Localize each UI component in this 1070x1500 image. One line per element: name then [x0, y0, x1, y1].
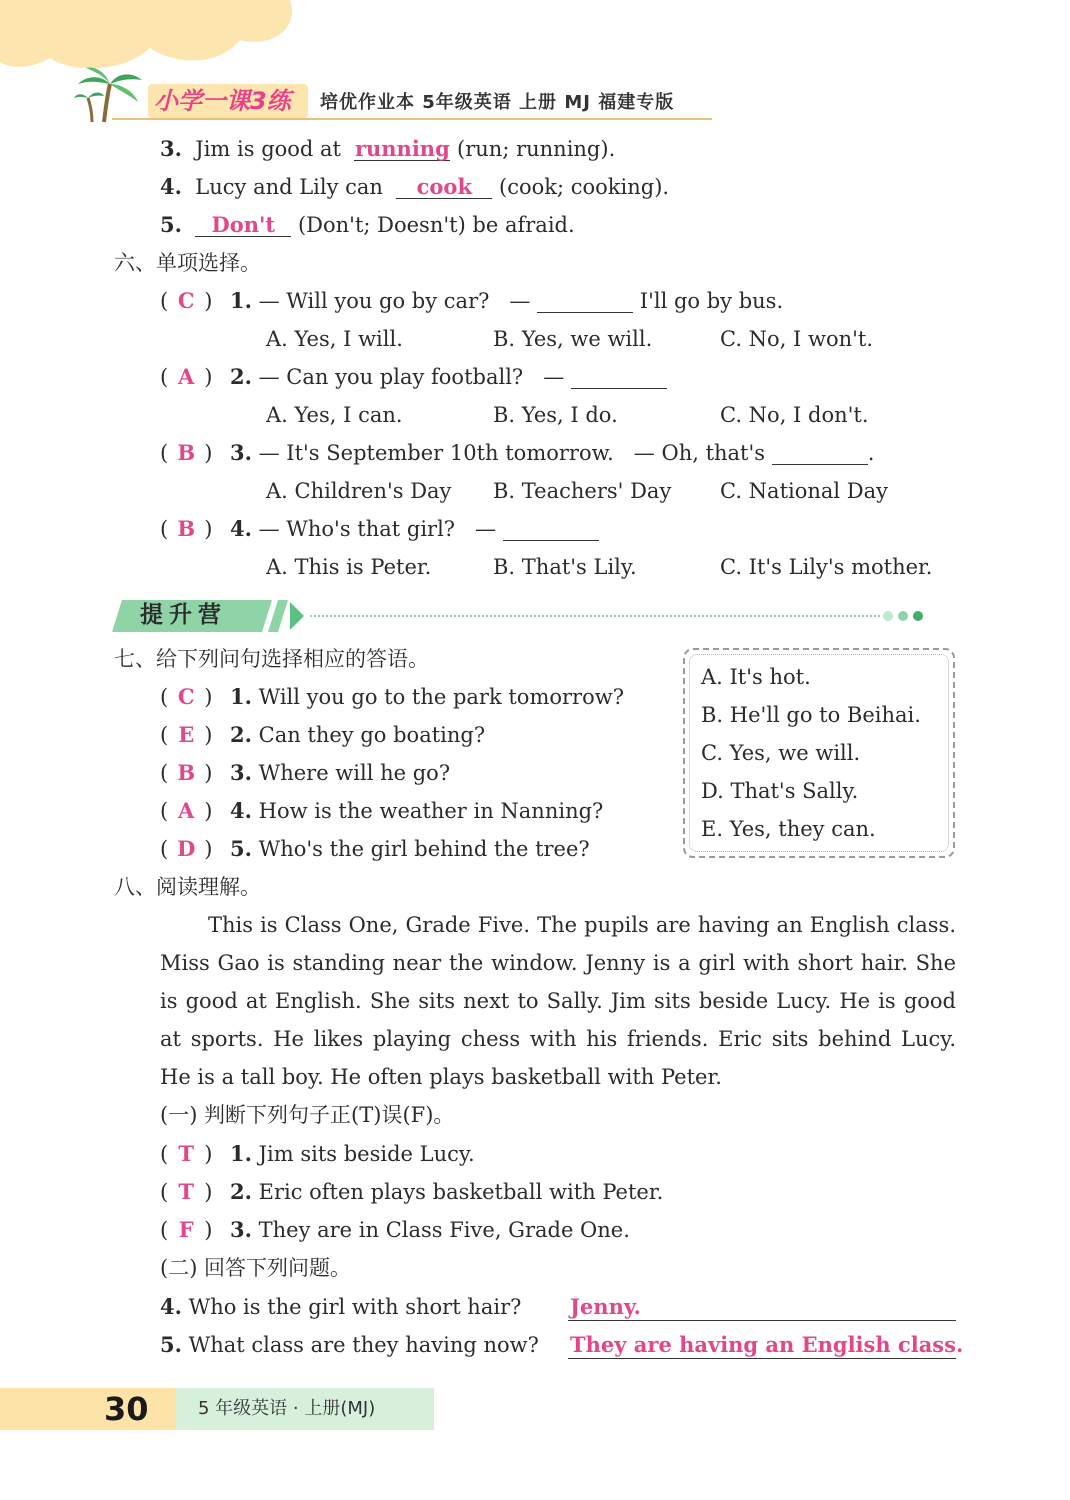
fill-item-4: 4. Lucy and Lily can cook (cook; cooking).	[160, 174, 670, 199]
banner-dotted-line	[310, 615, 880, 617]
s7-choice-c: C. Yes, we will.	[701, 741, 861, 765]
s6-options-4: A. This is Peter. B. That's Lily. C. It's Lily's mother.	[266, 555, 933, 579]
s7-question-1: ( C ) 1. Will you go to the park tomorrow?	[160, 684, 624, 709]
section-7-title: 七、给下列问句选择相应的答语。	[114, 647, 429, 671]
part-1-title: (一) 判断下列句子正(T)误(F)。	[160, 1103, 455, 1127]
tf-item-2: ( T ) 2. Eric often plays basketball with Peter.	[160, 1179, 664, 1204]
header-cloud-decoration	[0, 0, 300, 80]
reading-passage: This is Class One, Grade Five. The pupils are having an English class. Miss Gao is standing near the window. Jenny is a girl with short hair. She is good at English. She sits next to Sally. Jim sits beside Lucy. He is good at sports. He likes playing chess with his friends. Eric sits behind Lucy. He is a tall boy. He often plays basketball with Peter.	[160, 913, 956, 1089]
header-subtitle: 培优作业本 5年级英语 上册 MJ 福建专版	[320, 92, 675, 113]
s6-question-1: ( C ) 1. — Will you go by car? — I'll go by bus.	[160, 288, 784, 313]
s6-options-2: A. Yes, I can. B. Yes, I do. C. No, I don't.	[266, 403, 869, 427]
s7-question-4: ( A ) 4. How is the weather in Nanning?	[160, 798, 604, 823]
s6-question-2: ( A ) 2. — Can you play football? —	[160, 362, 667, 392]
qa-question-4: 4. Who is the girl with short hair?	[160, 1294, 522, 1319]
answer-fill-4: cook	[416, 174, 472, 199]
palm-tree-icon	[74, 66, 148, 124]
qa-question-5: 5. What class are they having now?	[160, 1332, 539, 1357]
qa-answer-4: Jenny.	[570, 1294, 641, 1319]
s7-choice-e: E. Yes, they can.	[701, 817, 876, 841]
footer-label: 5 年级英语 · 上册(MJ)	[198, 1398, 376, 1419]
s6-options-3: A. Children's Day B. Teachers' Day C. National Day	[266, 479, 889, 503]
fill-item-5: 5. Don't (Don't; Doesn't) be afraid.	[160, 212, 575, 237]
header-brand: 小学一课3练	[154, 87, 291, 115]
answer-fill-5: Don't	[211, 212, 276, 237]
s7-choice-a: A. It's hot.	[701, 665, 811, 689]
s7-question-2: ( E ) 2. Can they go boating?	[160, 722, 486, 747]
page-number: 30	[104, 1390, 149, 1428]
qa-answer-5: They are having an English class.	[570, 1332, 964, 1357]
s6-question-4: ( B ) 4. — Who's that girl? —	[160, 514, 599, 544]
header-rule	[112, 118, 712, 120]
s7-choice-d: D. That's Sally.	[701, 779, 859, 803]
answer-fill-3: running	[354, 136, 450, 161]
s7-question-5: ( D ) 5. Who's the girl behind the tree?	[160, 836, 590, 861]
footer-page-bg	[0, 1388, 176, 1430]
banner-label: 提升营	[140, 602, 227, 628]
s7-question-3: ( B ) 3. Where will he go?	[160, 760, 451, 785]
s7-choice-b: B. He'll go to Beihai.	[701, 703, 921, 727]
tf-item-1: ( T ) 1. Jim sits beside Lucy.	[160, 1141, 475, 1166]
s6-question-3: ( B ) 3. — It's September 10th tomorrow. — Oh, that's .	[160, 440, 875, 465]
tf-item-3: ( F ) 3. They are in Class Five, Grade One.	[160, 1217, 630, 1242]
banner-dots	[882, 609, 926, 623]
section-6-title: 六、单项选择。	[114, 251, 261, 275]
s6-options-1: A. Yes, I will. B. Yes, we will. C. No, I won't.	[266, 327, 874, 351]
section-8-title: 八、阅读理解。	[114, 875, 261, 899]
part-2-title: (二) 回答下列问题。	[160, 1256, 352, 1280]
fill-item-3: 3. Jim is good at running (run; running).	[160, 136, 616, 161]
